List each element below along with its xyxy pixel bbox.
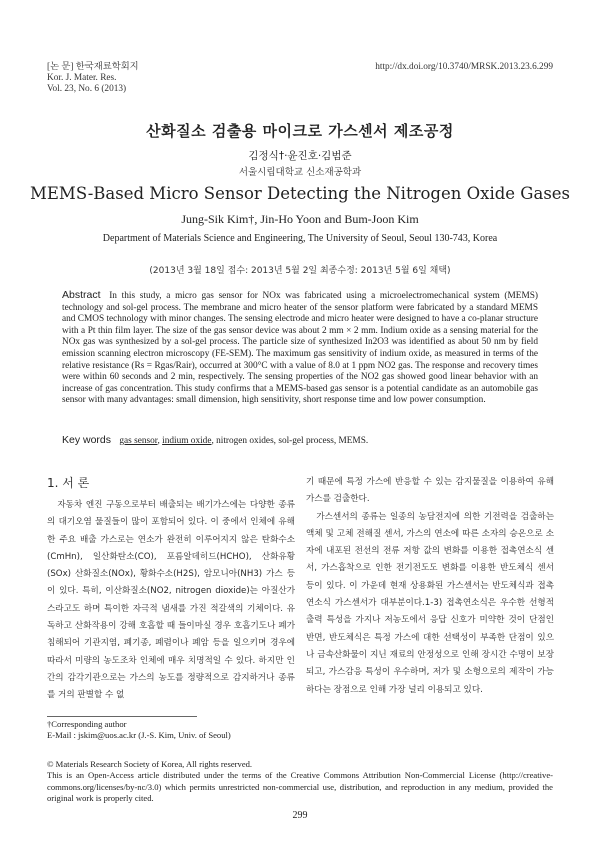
section-heading: 1. 서 론 [47,476,90,490]
intro-paragraph-1: 자동차 엔진 구동으로부터 배출되는 배기가스에는 다양한 종류의 대기오염 물질들이 많이 포함되어 있다. 이 중에서 인체에 유해한 주요 배출 가스로는 연소가 완전히 이루어지지 않은 탄화수소(CmHn), 일산화탄소(CO), 포름알데히드(HCHO), 산화유황(SOx) 산화질소(NOx), 황화수소(H2S), 암모니아(NH3) 가스 등이 있다. 특히, 이산화질소(NO2, nitrogen dioxide)는 아질산가스라고도 하며 특이한 자극적 냄새를 가진 적갈색의 기체이다. 유독하고 산화작용이 강해 호흡할 때 들이마실 경우 호흡기도나 폐가 침해되어 기관지염, 폐기종, 폐렴이나 폐암 등을 일으키며 경우에 따라서 미량의 농도조차 인체에 매우 치명적일 수 있다. 하지만 인간의 감각기관으로는 가스의 농도를 정량적으로 감지하거나 종류를 거의 판별할 수 없 [47,500,295,701]
english-title: MEMS-Based Micro Sensor Detecting the Nitrogen Oxide Gases [29,184,571,203]
korean-authors: 김정식†·윤진호·김범준 [248,150,352,162]
body-column-right [306,474,554,699]
page-number: 299 [292,810,308,821]
author-email[interactable]: E-Mail : jskim@uos.ac.kr (J.-S. Kim, Univ. of Seoul) [47,730,231,741]
body-column-left [47,474,295,705]
footnote [47,719,231,742]
license-text: This is an Open-Access article distributed under the terms of the Creative Commons Attribution Non-Commercial License (http://creative-commons.org/licenses/by-nc/3.0) which permits unrestricted non-commercial use, distribution, and reproduction in any medium, provided the original work is properly cited. [47,770,553,804]
received-dates: (2013년 3월 18일 접수: 2013년 5월 2일 최종수정: 2013년 5월 6일 채택) [149,266,451,276]
abstract [62,290,538,407]
intro-paragraph-1-continued: 기 때문에 특정 가스에 반응할 수 있는 감지물질을 이용하여 유해가스를 검출한다. [306,477,554,505]
journal-volume: Vol. 23, No. 6 (2013) [47,84,127,95]
keyword-link-indium-oxide[interactable]: indium oxide [162,436,212,446]
english-affiliation: Department of Materials Science and Engineering, The University of Seoul, Seoul 130-743, Korea [102,233,498,244]
journal-name-kr: [논 문] 한국재료학회지 [47,62,139,72]
english-authors: Jung-Sik Kim†, Jin-Ho Yoon and Bum-Joon Kim [181,212,419,226]
doi-link[interactable]: http://dx.doi.org/10.3740/MRSK.2013.23.6.299 [375,62,553,72]
copyright-line: © Materials Research Society of Korea, All rights reserved. [47,759,253,769]
keyword-link-gas-sensor[interactable]: gas sensor [119,436,158,446]
abstract-label: Abstract [62,289,101,301]
journal-header [47,62,139,96]
intro-paragraph-2: 가스센서의 종류는 일종의 농담전지에 의한 기전력을 검출하는 액체 및 고체 전해질 센서, 가스의 연소에 따른 소자의 승온으로 소자에 내포된 전선의 전류 저항 값의 변화를 이용한 접촉연소식 센서, 가스흡착으로 인한 전기전도도 변화를 이용한 반도체식 센서 등이 있다. 이 가운데 현재 상용화된 가스센서는 반도체식과 접촉연소식 가스센서가 대부분이다.1-3) 접촉연소식은 우수한 선형적 출력 특성을 가지나 저농도에서 응답 신호가 미약한 것이 단점인 반면, 반도체식은 특정 가스에 대한 선택성이 부족한 단점이 있으나 금속산화물이 지닌 재료의 안정성으로 인해 장시간 수명이 보장되고, 가스감응 특성이 우수하며, 저가 및 소형으로의 제작이 가능하다는 장점으로 인해 가장 널리 이용되고 있다. [306,511,554,695]
korean-affiliation: 서울시립대학교 신소재공학과 [238,167,362,178]
corresponding-author: †Corresponding author [47,719,127,729]
keywords-label: Key words [62,434,112,446]
keywords: Key words gas sensor, indium oxide, nitrogen oxides, sol-gel process, MEMS. [62,434,369,446]
keywords-rest: , nitrogen oxides, sol-gel process, MEMS. [211,436,369,446]
abstract-text: In this study, a micro gas sensor for NOx was fabricated using a microelectromechanical system (MEMS) technology and sol-gel process. The membrane and micro heater of the sensor platform were fabricated by a standard MEMS and CMOS technology with minor changes. The sensing electrode and micro heater were designed to have a co-planar structure with a Pt thin film layer. The size of the gas sensor device was about 2 mm × 2 mm. Indium oxide as a sensing material for the NOx gas was synthesized by a sol-gel process. The particle size of synthesized In2O3 was identified as about 50 nm by field emission scanning electron microscopy (FE-SEM). The maximum gas sensitivity of indium oxide, as measured in terms of the relative resistance (Rs = Rgas/Rair), occurred at 300°C with a value of 8.0 at 1 ppm NO2 gas. The response and recovery times were within 60 seconds and 2 min, respectively. The sensing properties of the NO2 gas showed good linear behavior with an increase of gas concentration. This study confirms that a MEMS-based gas sensor is a potential candidate as an automobile gas sensor with many advantages: small dimension, high sensitivity, short response time and low power consumption. [62,291,538,406]
journal-name-en: Kor. J. Mater. Res. [47,73,117,84]
korean-title: 산화질소 검출용 마이크로 가스센서 제조공정 [146,122,454,140]
license-notice [47,759,553,805]
footnote-divider [47,716,197,717]
